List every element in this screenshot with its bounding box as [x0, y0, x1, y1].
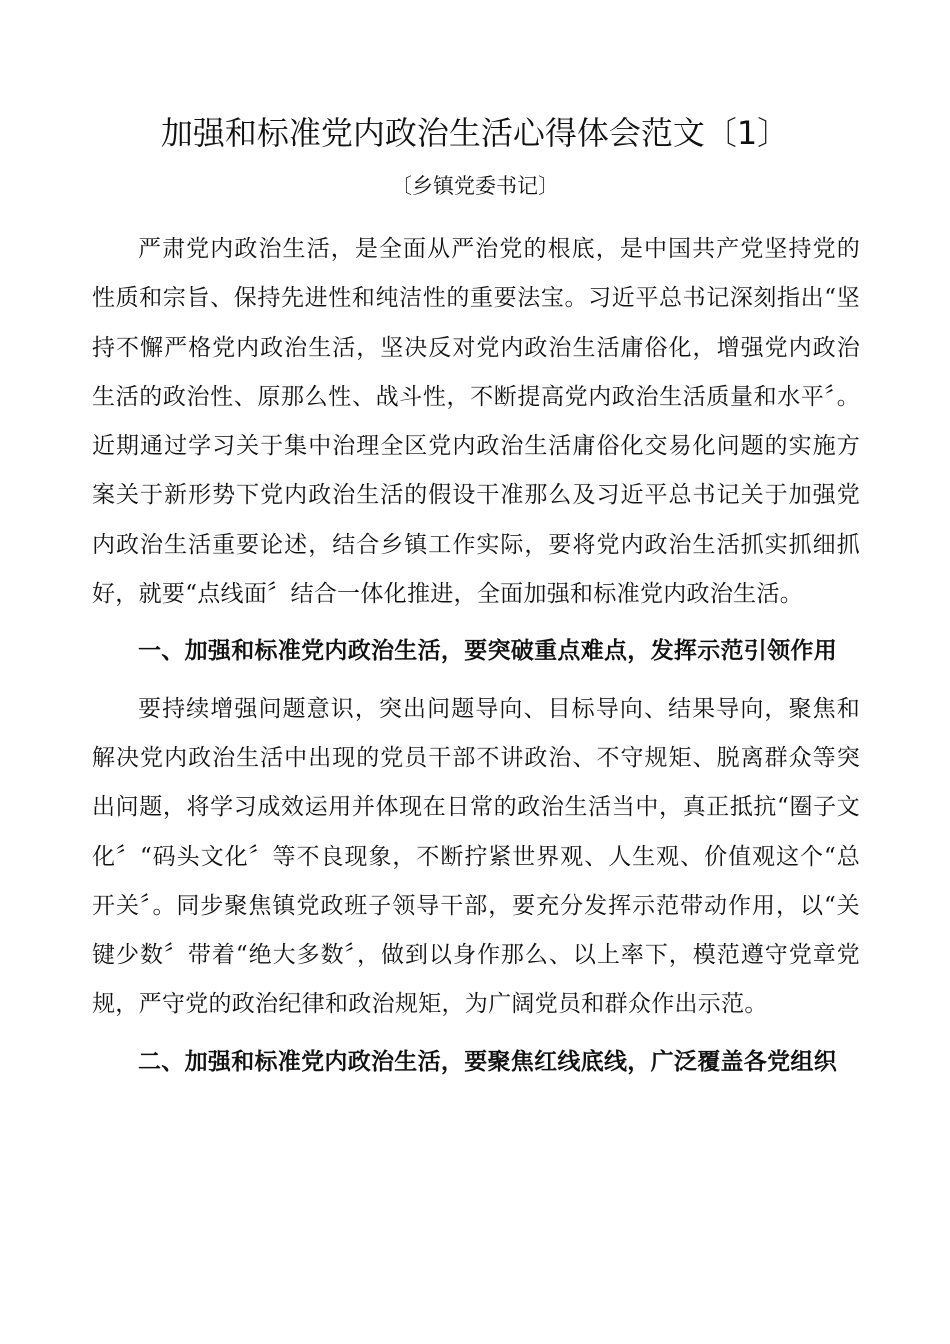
- section-heading-1: 一、加强和标准党内政治生活，要突破重点难点，发挥示范引领作用: [138, 638, 837, 665]
- document-subtitle: 〔乡镇党委书记〕: [391, 174, 559, 198]
- section-heading-2: 二、加强和标准党内政治生活，要聚焦红线底线，广泛覆盖各党组织: [138, 1048, 837, 1075]
- paragraph-intro: 严肃党内政治生活，是全面从严治党的根底，是中国共产党坚持党的性质和宗旨、保持先进性和纯洁性的重要法宝。习近平总书记深刻指出“坚持不懈严格党内政治生活，坚决反对党内政治生活庸俗化，增强党内政治生活的政治性、原那么性、战斗性，不断提高党内政治生活质量和水平〞。近期通过学习关于集中治理全区党内政治生活庸俗化交易化问题的实施方案关于新形势下党内政治生活的假设干准那么及习近平总书记关于加强党内政治生活重要论述，结合乡镇工作实际，要将党内政治生活抓实抓细抓好，就要“点线面〞结合一体化推进，全面加强和标准党内政治生活。: [92, 236, 860, 608]
- document-title: 加强和标准党内政治生活心得体会范文〔1〕: [160, 114, 790, 152]
- paragraph-section-1: 要持续增强问题意识，突出问题导向、目标导向、结果导向，聚焦和解决党内政治生活中出现的党员干部不讲政治、不守规矩、脱离群众等突出问题，将学习成效运用并体现在日常的政治生活当中，真正抵抗“圈子文化〞“码头文化〞等不良现象，不断拧紧世界观、人生观、价值观这个“总开关〞。同步聚焦镇党政班子领导干部，要充分发挥示范带动作用，以“关键少数〞带着“绝大多数〞，做到以身作那么、以上率下，模范遵守党章党规，严守党的政治纪律和政治规矩，为广阔党员和群众作出示范。: [92, 695, 860, 1018]
- document-body: [92, 225, 860, 1087]
